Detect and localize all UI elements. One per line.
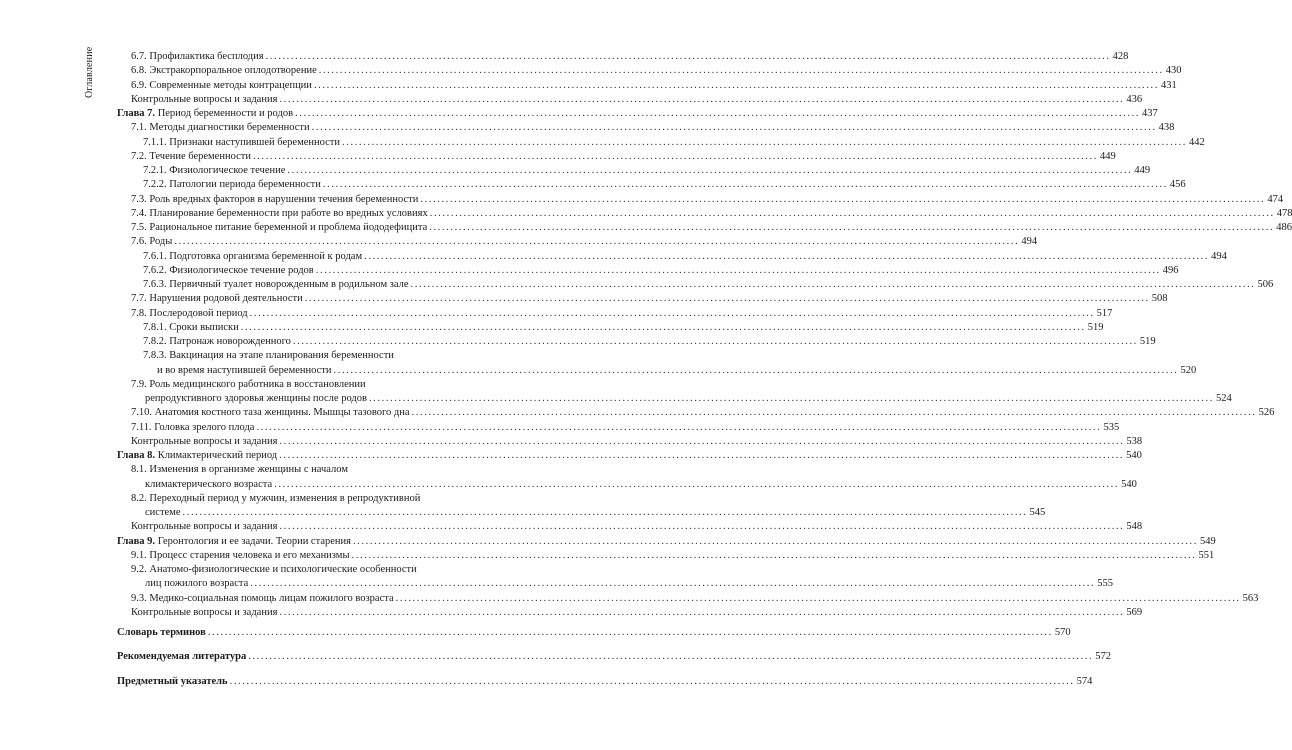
toc-entry-title-line1: 7.9. Роль медицинского работника в восстановлении: [131, 378, 366, 390]
dot-leader: ........................................................................................................................................................................................................: [318, 65, 1164, 77]
toc-entry-title: 7.3. Роль вредных факторов в нарушении течения беременности: [131, 193, 419, 205]
dot-leader: ........................................................................................................................................................................................................: [410, 279, 1256, 290]
page-number: 449: [1099, 150, 1116, 162]
toc-entry-title: Словарь терминов: [117, 627, 206, 638]
page-number: 526: [1258, 407, 1275, 419]
toc-entry[interactable]: [0, 335, 1156, 349]
toc-entry[interactable]: [0, 592, 1259, 606]
toc-entry[interactable]: [0, 164, 1151, 178]
dot-leader: ........................................................................................................................................................................................................: [311, 122, 1157, 134]
dot-leader: ........................................................................................................................................................................................................: [351, 549, 1197, 561]
toc-entry[interactable]: [0, 650, 1111, 664]
dot-leader: ........................................................................................................................................................................................................: [315, 264, 1161, 276]
toc-entry-title: 7.10. Анатомия костного таза женщины. Мышцы тазового дна: [131, 407, 410, 419]
toc-entry[interactable]: [0, 478, 1137, 492]
toc-entry[interactable]: [0, 675, 1093, 689]
toc-entry-title: 6.8. Экстракорпоральное оплодотворение: [131, 65, 317, 77]
toc-entry-title: и во время наступившей беременности: [157, 364, 332, 376]
page-number: 519: [1087, 321, 1104, 333]
toc-entry-title: 7.2.2. Патологии периода беременности: [143, 179, 321, 191]
dot-leader: ........................................................................................................................................................................................................: [333, 364, 1179, 376]
dot-leader: ........................................................................................................................................................................................................: [279, 435, 1125, 447]
toc-entry-title: 9.1. Процесс старения человека и его механизмы: [131, 549, 350, 561]
toc-entry[interactable]: [0, 449, 1142, 463]
page-number: 474: [1267, 193, 1284, 205]
dot-leader: ........................................................................................................................................................................................................: [292, 336, 1138, 347]
toc-entry[interactable]: [0, 506, 1046, 520]
toc-entry[interactable]: [0, 50, 1129, 64]
toc-entry-title: Климактерический период: [157, 450, 278, 461]
page-number: 570: [1054, 627, 1071, 638]
page-number: 430: [1165, 65, 1182, 77]
toc-entry[interactable]: [0, 79, 1177, 93]
dot-leader: ........................................................................................................................................................................................................: [265, 51, 1111, 62]
dot-leader: ........................................................................................................................................................................................................: [420, 193, 1266, 205]
page-number: 442: [1189, 136, 1205, 148]
toc-entry[interactable]: [0, 321, 1104, 335]
dot-leader: ........................................................................................................................................................................................................: [279, 606, 1125, 618]
page-number: 538: [1126, 435, 1143, 447]
dot-leader: ........................................................................................................................................................................................................: [342, 136, 1187, 148]
toc-entry[interactable]: [0, 520, 1143, 534]
page-number: 551: [1198, 549, 1215, 561]
dot-leader: ........................................................................................................................................................................................................: [429, 222, 1275, 233]
page-number: 496: [1162, 264, 1179, 276]
toc-entry-title: 7.1.1. Признаки наступившей беременности: [143, 136, 340, 148]
page-number: 520: [1180, 364, 1197, 376]
running-header-label: Оглавление: [84, 46, 95, 98]
toc-entry-title: 7.5. Рациональное питание беременной и проблема йододефицита: [131, 222, 428, 233]
dot-leader: ........................................................................................................................................................................................................: [304, 293, 1150, 305]
toc-entry-title: Контрольные вопросы и задания: [131, 93, 278, 105]
toc-entry[interactable]: [0, 93, 1143, 107]
toc-entry-title: системе: [145, 507, 181, 518]
toc-entry[interactable]: [0, 136, 1205, 150]
toc-entry-title-line1: 8.1. Изменения в организме женщины с началом: [131, 464, 348, 476]
dot-leader: ........................................................................................................................................................................................................: [249, 307, 1095, 319]
dot-leader: ........................................................................................................................................................................................................: [229, 675, 1075, 687]
page-number: 494: [1021, 236, 1038, 248]
toc-entry[interactable]: [0, 364, 1197, 378]
toc-entry-title: 7.2.1. Физиологическое течение: [143, 165, 286, 176]
toc-entry-title: Период беременности и родов: [157, 108, 294, 119]
toc-entry[interactable]: [0, 549, 1215, 563]
toc-entry-title: 7.8.1. Сроки выписки: [143, 321, 239, 333]
toc-entry[interactable]: [0, 264, 1179, 278]
page-number: 506: [1257, 279, 1274, 290]
toc-entry[interactable]: [0, 435, 1143, 449]
page-number: 428: [1112, 51, 1129, 62]
toc-entry[interactable]: [0, 406, 1275, 420]
toc-entry-title-line1: 9.2. Анатомо-физиологические и психологические особенности: [131, 564, 417, 575]
page-number: 524: [1215, 393, 1232, 404]
page-number: 436: [1126, 93, 1143, 105]
toc-entry-title: 6.9. Современные методы контрацепции: [131, 79, 312, 91]
chapter-label: Глава 7.: [117, 108, 156, 119]
toc-entry-title: климактерического возраста: [145, 478, 273, 490]
toc-entry-title: 7.6.1. Подготовка организма беременной к родам: [143, 250, 363, 262]
toc-entry[interactable]: [0, 577, 1113, 591]
page-number: 519: [1139, 336, 1156, 347]
toc-entry[interactable]: [0, 535, 1216, 549]
toc-entry-title: 7.2. Течение беременности: [131, 150, 251, 162]
toc-entry[interactable]: [0, 307, 1113, 321]
page-number: 549: [1199, 535, 1216, 547]
page-number: 540: [1126, 450, 1142, 461]
toc-entry-title: Геронтология и ее задачи. Теории старения: [157, 535, 351, 547]
page-number: 548: [1126, 521, 1143, 533]
dot-leader: ........................................................................................................................................................................................................: [364, 250, 1210, 262]
toc-entry-title: Контрольные вопросы и задания: [131, 435, 278, 447]
page-number: 540: [1121, 478, 1137, 490]
dot-leader: ........................................................................................................................................................................................................: [313, 79, 1159, 91]
dot-leader: ........................................................................................................................................................................................................: [287, 165, 1133, 176]
toc-entry-title: 7.6. Роды: [131, 236, 173, 248]
dot-leader: ........................................................................................................................................................................................................: [274, 478, 1120, 490]
dot-leader: ........................................................................................................................................................................................................: [295, 108, 1141, 119]
page-number: 508: [1151, 293, 1168, 305]
toc-entry-title: 7.11. Головка зрелого плода: [131, 421, 255, 433]
dot-leader: ........................................................................................................................................................................................................: [250, 578, 1096, 590]
page-number: 555: [1097, 578, 1113, 590]
dot-leader: ........................................................................................................................................................................................................: [240, 321, 1086, 333]
toc-entry[interactable]: [0, 121, 1175, 135]
toc-entry-title: 7.6.3. Первичный туалет новорожденным в родильном зале: [143, 279, 409, 290]
toc-entry[interactable]: [0, 250, 1227, 264]
page-number: 449: [1134, 165, 1151, 176]
toc-entry-title: репродуктивного здоровья женщины после родов: [145, 393, 367, 404]
toc-entry[interactable]: [0, 207, 1292, 221]
dot-leader: ........................................................................................................................................................................................................: [174, 236, 1020, 248]
dot-leader: ........................................................................................................................................................................................................: [352, 535, 1198, 547]
page-number: 494: [1211, 250, 1227, 262]
toc-entry-title: 9.3. Медико-социальная помощь лицам пожилого возраста: [131, 592, 394, 604]
toc-entry-title: 7.8. Послеродовой период: [131, 307, 248, 319]
dot-leader: ........................................................................................................................................................................................................: [207, 627, 1053, 638]
page-number: 545: [1029, 507, 1046, 518]
toc-entry[interactable]: [0, 235, 1038, 249]
toc-entry[interactable]: [0, 292, 1168, 306]
chapter-label: Глава 9.: [117, 535, 156, 547]
dot-leader: ........................................................................................................................................................................................................: [256, 421, 1102, 433]
toc-entry[interactable]: [0, 193, 1284, 207]
dot-leader: ........................................................................................................................................................................................................: [182, 507, 1028, 518]
page-number: 569: [1126, 606, 1143, 618]
chapter-label: Глава 8.: [117, 450, 156, 461]
page-number: 572: [1095, 651, 1111, 663]
page-number: 535: [1103, 421, 1120, 433]
dot-leader: ........................................................................................................................................................................................................: [322, 179, 1168, 191]
toc-entry[interactable]: [0, 178, 1186, 192]
toc-entry[interactable]: [0, 150, 1116, 164]
page-number: 431: [1160, 79, 1177, 91]
toc-entry-title-line1: 8.2. Переходный период у мужчин, изменения в репродуктивной: [131, 492, 421, 504]
page-number: 563: [1242, 592, 1259, 604]
dot-leader: ........................................................................................................................................................................................................: [395, 592, 1241, 604]
toc-entry[interactable]: [0, 278, 1274, 292]
page-number: 517: [1096, 307, 1113, 319]
dot-leader: ........................................................................................................................................................................................................: [411, 407, 1257, 419]
toc-entry[interactable]: [0, 64, 1182, 78]
page-number: 456: [1169, 179, 1186, 191]
toc-entry-title: 6.7. Профилактика бесплодия: [131, 51, 264, 62]
page-number: 437: [1142, 108, 1158, 119]
toc-entry[interactable]: [0, 392, 1232, 406]
toc-entry-title: Контрольные вопросы и задания: [131, 606, 278, 618]
dot-leader: ........................................................................................................................................................................................................: [429, 207, 1275, 219]
page-number: 486: [1276, 222, 1292, 233]
dot-leader: ........................................................................................................................................................................................................: [248, 651, 1094, 663]
toc-entry[interactable]: [0, 606, 1143, 620]
toc-entry-title: 7.4. Планирование беременности при работе во вредных условиях: [131, 207, 428, 219]
toc-entry-title: 7.7. Нарушения родовой деятельности: [131, 293, 303, 305]
toc-entry-title: 7.1. Методы диагностики беременности: [131, 122, 310, 134]
dot-leader: ........................................................................................................................................................................................................: [252, 150, 1098, 162]
dot-leader: ........................................................................................................................................................................................................: [279, 521, 1125, 533]
toc-entry-title: Предметный указатель: [117, 675, 228, 687]
page-number: 438: [1158, 122, 1175, 134]
page-number: 574: [1076, 675, 1093, 687]
toc-entry-title: Контрольные вопросы и задания: [131, 521, 278, 533]
toc-entry[interactable]: [0, 421, 1120, 435]
toc-entry[interactable]: [0, 626, 1071, 640]
toc-entry-title: 7.8.2. Патронаж новорожденного: [143, 336, 291, 347]
toc-entry[interactable]: [0, 221, 1292, 235]
dot-leader: ........................................................................................................................................................................................................: [368, 393, 1214, 404]
toc-entry[interactable]: [0, 107, 1158, 121]
dot-leader: ........................................................................................................................................................................................................: [279, 450, 1125, 461]
toc-entry-title: лиц пожилого возраста: [145, 578, 249, 590]
page-number: 478: [1276, 207, 1292, 219]
toc-entry-title: Рекомендуемая литература: [117, 651, 247, 663]
toc-entry-title: 7.6.2. Физиологическое течение родов: [143, 264, 314, 276]
dot-leader: ........................................................................................................................................................................................................: [279, 93, 1125, 105]
toc-entry-title-line1: 7.8.3. Вакцинация на этапе планирования беременности: [143, 350, 394, 362]
